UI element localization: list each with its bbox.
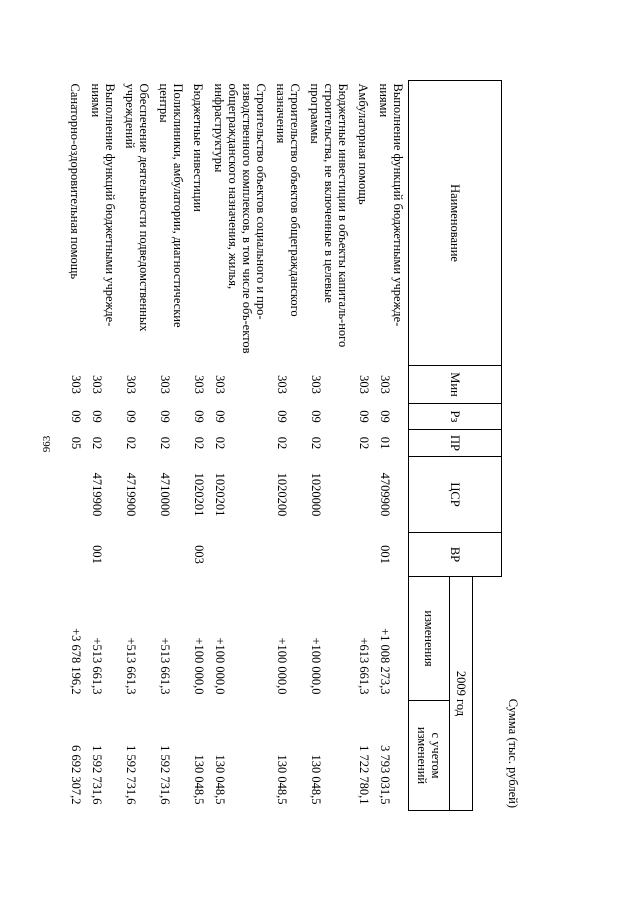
header-changes: изменения <box>409 577 450 701</box>
row-csr: 4709900 <box>378 472 393 517</box>
row-min: 303 <box>158 375 173 394</box>
row-pr: 02 <box>357 436 372 450</box>
row-min: 303 <box>90 375 105 394</box>
header-vr: ВР <box>409 533 502 577</box>
row-vr <box>306 533 354 577</box>
row-name: Амбулаторная помощь <box>356 83 371 205</box>
table-row <box>121 81 155 811</box>
row-pr: 02 <box>275 436 290 450</box>
table-row <box>272 81 306 811</box>
page-number: 963 <box>41 435 53 453</box>
row-rz: 09 <box>378 410 393 423</box>
row-csr <box>66 457 87 533</box>
row-csr: 1020201 <box>192 472 207 517</box>
row-min: 303 <box>124 375 139 394</box>
row-change: +513 661,3 <box>158 637 173 695</box>
header-rz: Рз <box>409 404 502 430</box>
row-change: +100 000,0 <box>309 637 324 695</box>
table-row <box>354 81 375 811</box>
row-total: 1 722 780,1 <box>357 745 372 805</box>
row-change: +513 661,3 <box>90 637 105 695</box>
row-min: 303 <box>69 375 84 394</box>
header-pr: ПР <box>409 430 502 457</box>
row-pr: 02 <box>90 436 105 450</box>
row-total: 1 592 731,6 <box>124 745 139 805</box>
row-total: 3 793 031,5 <box>378 745 393 805</box>
row-rz: 09 <box>90 410 105 423</box>
row-csr: 4719900 <box>124 472 139 517</box>
row-total: 6 692 307,2 <box>69 745 84 805</box>
row-vr <box>272 533 306 577</box>
rotated-table-region <box>68 80 520 810</box>
row-rz: 09 <box>124 410 139 423</box>
row-change: +100 000,0 <box>213 637 228 695</box>
header-csr: ЦСР <box>409 457 502 533</box>
unit-label: Сумма (тыс. рублей) <box>506 698 520 808</box>
table-row <box>66 81 87 811</box>
row-change: +100 000,0 <box>275 637 290 695</box>
row-pr: 02 <box>124 436 139 450</box>
row-vr <box>354 533 375 577</box>
row-vr <box>210 533 272 577</box>
row-csr <box>354 457 375 533</box>
row-min: 303 <box>275 375 290 394</box>
row-rz: 09 <box>158 410 173 423</box>
row-csr: 4710000 <box>158 472 173 517</box>
row-pr: 05 <box>69 436 84 450</box>
row-total: 130 048,5 <box>213 754 228 805</box>
row-csr: 1020201 <box>213 472 228 517</box>
row-change: +1 008 273,3 <box>378 628 393 695</box>
row-total: 1 592 731,6 <box>158 745 173 805</box>
row-vr <box>66 533 87 577</box>
row-csr: 4719900 <box>90 472 105 517</box>
row-vr <box>155 533 189 577</box>
row-rz: 09 <box>213 410 228 423</box>
row-pr: 01 <box>378 436 393 450</box>
row-pr: 02 <box>309 436 324 450</box>
row-vr <box>121 533 155 577</box>
header-with-changes: с учетом изменений <box>409 701 450 811</box>
row-total: 130 048,5 <box>309 754 324 805</box>
row-vr: 001 <box>90 545 105 564</box>
row-name: Поликлиники, амбулатории, диагностические центры <box>157 83 186 328</box>
row-total: 130 048,5 <box>192 754 207 805</box>
table-body <box>66 81 410 811</box>
table-row <box>87 81 121 811</box>
table-row <box>155 81 189 811</box>
header-min: Мин <box>409 366 502 404</box>
row-change: +513 661,3 <box>124 637 139 695</box>
row-name: Санаторно-оздоровительная помощь <box>68 83 83 280</box>
row-change: +100 000,0 <box>192 637 207 695</box>
row-csr: 1020200 <box>275 472 290 517</box>
table-row <box>189 81 210 811</box>
row-name: Выполнение функций бюджетными учрежде-ниями <box>89 83 118 327</box>
row-min: 303 <box>309 375 324 394</box>
row-min: 303 <box>213 375 228 394</box>
row-name: Бюджетные инвестиции в объекты капиталь-ного строительства, не включенные в целевые программы <box>308 83 351 348</box>
row-pr: 02 <box>158 436 173 450</box>
row-vr: 003 <box>192 545 207 564</box>
table-row <box>210 81 272 811</box>
row-min: 303 <box>192 375 207 394</box>
row-vr: 001 <box>378 545 393 564</box>
header-name: Наименование <box>409 81 502 366</box>
row-pr: 02 <box>192 436 207 450</box>
row-change: +613 661,3 <box>357 637 372 695</box>
table-row <box>375 81 410 811</box>
row-name: Выполнение функций бюджетными учрежде-ниями <box>377 83 406 327</box>
header-year: 2009 год <box>450 577 473 811</box>
row-change: +3 678 196,2 <box>69 628 84 695</box>
budget-table <box>66 80 503 811</box>
row-name: Строительство объектов общегражданского назначения <box>274 83 303 317</box>
row-rz: 09 <box>309 410 324 423</box>
row-name: Обеспечение деятельности подведомственных учреждений <box>123 83 152 332</box>
table-row <box>306 81 354 811</box>
row-name: Строительство объектов социального и про-изводственного комплексов, в том числе объ-ектов общегражданского назначения, жилья, инфраструктуры <box>212 83 269 354</box>
row-csr: 1020000 <box>309 472 324 517</box>
row-rz: 09 <box>357 410 372 423</box>
row-rz: 09 <box>275 410 290 423</box>
row-rz: 09 <box>69 410 84 423</box>
row-min: 303 <box>378 375 393 394</box>
row-total: 1 592 731,6 <box>90 745 105 805</box>
row-rz: 09 <box>192 410 207 423</box>
row-pr: 02 <box>213 436 228 450</box>
row-min: 303 <box>357 375 372 394</box>
row-name: Бюджетные инвестиции <box>191 83 206 212</box>
row-total: 130 048,5 <box>275 754 290 805</box>
